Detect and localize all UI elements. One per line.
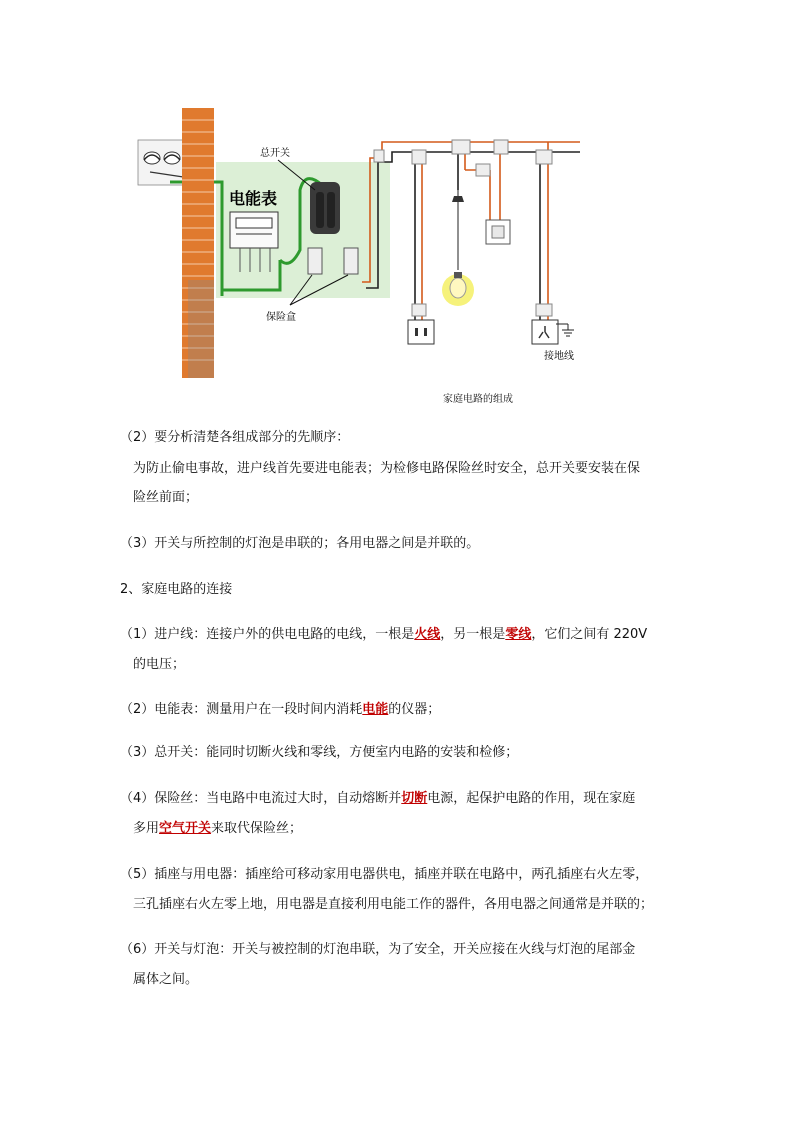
p6-line1: （6）开关与灯泡：开关与被控制的灯泡串联，为了安全，开关应接在火线与灯泡的尾部金 <box>120 942 636 957</box>
section2-heading: 2、家庭电路的连接 <box>120 582 233 597</box>
p6-line2: 属体之间。 <box>133 972 199 987</box>
p2-line <box>120 700 440 720</box>
three-pin-socket-icon <box>532 320 558 344</box>
keyword-electric-energy: 电能 <box>362 702 389 717</box>
diagram-caption: 家庭电路的组成 <box>443 394 513 405</box>
keyword-cut-off: 切断 <box>401 791 428 806</box>
p3-line: （3）总开关：能同时切断火线和零线，方便室内电路的安装和检修； <box>120 745 519 760</box>
item3-text: （3）开关与所控制的灯泡是串联的；各用电器之间是并联的。 <box>120 536 480 551</box>
ground-icon <box>556 324 574 336</box>
keyword-neutral-wire: 零线 <box>505 627 532 642</box>
p4-line1 <box>120 789 635 809</box>
p1-line2: 的电压； <box>133 657 186 672</box>
item2-body-line1: 为防止偷电事故，进户线首先要进电能表；为检修电路保险丝时安全，总开关要安装在保 <box>133 461 641 476</box>
keyword-live-wire: 火线 <box>414 627 441 642</box>
p5-line2: 三孔插座右火左零上地，用电器是直接利用电能工作的器件，各用电器之间通常是并联的； <box>133 897 654 912</box>
main-switch-label: 总开关 <box>260 148 290 159</box>
p2-text-a: （2）电能表：测量用户在一段时间内消耗 <box>120 702 363 717</box>
keyword-air-switch: 空气开关 <box>159 821 212 836</box>
p1-line1 <box>120 625 647 645</box>
p4-text-b: 电源，起保护电路的作用，现在家庭 <box>427 791 636 806</box>
household-circuit-diagram <box>130 100 590 380</box>
meter-label: 电能表 <box>229 189 278 208</box>
wall-switch-icon <box>486 220 510 244</box>
p1-text-b: ，另一根是 <box>440 627 506 642</box>
fuse-box-label: 保险盒 <box>266 312 296 323</box>
p1-text-a: （1）进户线：连接户外的供电电路的电线，一根是 <box>120 627 415 642</box>
p2-text-b: 的仪器； <box>388 702 441 717</box>
item2-title: （2）要分析清楚各组成部分的先顺序： <box>120 430 350 445</box>
p4-l2-text-b: 来取代保险丝； <box>211 821 303 836</box>
item2-body-line2: 险丝前面； <box>133 490 199 505</box>
p1-text-c: ，它们之间有 220V <box>531 627 648 642</box>
p4-line2 <box>133 819 302 839</box>
brick-wall <box>182 108 214 378</box>
p4-l2-text-a: 多用 <box>133 821 160 836</box>
p5-line1: （5）插座与用电器：插座给可移动家用电器供电，插座并联在电路中，两孔插座右火左零， <box>120 867 649 882</box>
two-pin-socket-icon <box>408 320 434 344</box>
ground-label: 接地线 <box>544 351 574 362</box>
p4-text-a: （4）保险丝：当电路中电流过大时，自动熔断并 <box>120 791 402 806</box>
